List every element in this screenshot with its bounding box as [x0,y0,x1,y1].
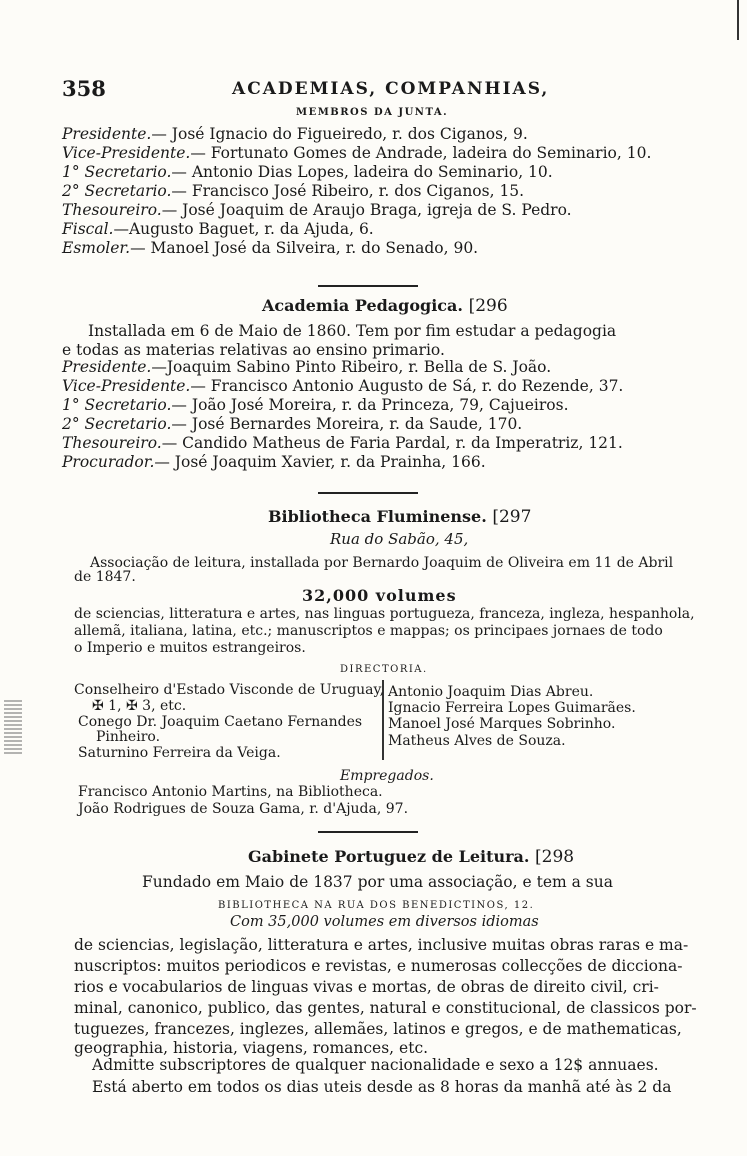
member-role: Vice-Presidente. [62,377,191,395]
directoria-left-line: Conselheiro d'Estado Visconde de Uruguay, [74,682,385,698]
page-edge-mark [737,0,739,40]
bibliotheca-address: Rua do Sabão, 45, [330,530,469,548]
member-line [62,415,522,433]
member-role: Presidente. [62,358,152,376]
directoria-right-line: Matheus Alves de Souza. [388,733,566,749]
member-role: Esmoler. [62,239,131,257]
section-divider [318,285,418,287]
member-text: — José Ignacio do Figueiredo, r. dos Ciganos, 9. [151,125,528,143]
directoria-left-line: Saturnino Ferreira da Veiga. [78,745,281,761]
gabinete-desc-line: minal, canonico, publico, das gentes, natural e constitucional, de classicos por- [74,999,697,1017]
section-divider [318,492,418,494]
member-text: — Antonio Dias Lopes, ladeira do Seminario, 10. [171,163,553,181]
gabinete-library: BIBLIOTHECA NA RUA DOS BENEDICTINOS, 12. [218,900,535,911]
gabinete-desc-line: tuguezes, francezes, inglezes, allemães, latinos e gregos, e de mathematicas, [74,1020,682,1038]
gabinete-hours: Está aberto em todos os dias uteis desde as 8 horas da manhã até às 2 da [92,1078,672,1096]
member-line [62,220,374,238]
member-line [62,358,551,376]
member-role: 2° Secretario. [62,182,172,200]
bibliotheca-volumes: 32,000 volumes [302,586,457,605]
empregado-line: Francisco Antonio Martins, na Bibliotheca. [78,784,383,800]
directoria-right-line: Antonio Joaquim Dias Abreu. [388,684,594,700]
member-line [62,453,486,471]
member-text: — Candido Matheus de Faria Pardal, r. da Imperatriz, 121. [161,434,623,452]
directoria-right-line: Manoel José Marques Sobrinho. [388,716,616,732]
pedagogica-intro-2: e todas as materias relativas ao ensino primario. [62,341,445,359]
member-line [62,163,553,181]
running-title: ACADEMIAS, COMPANHIAS, [232,79,550,99]
bibliotheca-assoc-1: Associação de leitura, installada por Bernardo Joaquim de Oliveira em 11 de Abril [90,555,674,571]
member-text: — Fortunato Gomes de Andrade, ladeira do Seminario, 10. [190,144,652,162]
gabinete-desc-line: de sciencias, legislação, litteratura e artes, inclusive muitas obras raras e ma- [74,936,689,954]
bibliotheca-title: Bibliotheca Fluminense. [297 [268,507,532,527]
bibliotheca-desc-2: allemã, italiana, latina, etc.; manuscriptos e mappas; os principaes jornaes de todo [74,623,663,639]
bibliotheca-desc-3: o Imperio e muitos estrangeiros. [74,640,306,656]
gabinete-desc-line: rios e vocabularios de linguas vivas e mortas, de obras de direito civil, cri- [74,978,659,996]
member-text: — João José Moreira, r. da Princeza, 79, Cajueiros. [171,396,569,414]
gabinete-desc-line: nuscriptos: muitos periodicos e revistas, e numerosas collecções de dicciona- [74,957,683,975]
bibliotheca-assoc-2: de 1847. [74,569,136,585]
directoria-left-line: ✠ 1, ✠ 3, etc. [92,698,187,714]
member-role: 2° Secretario. [62,415,172,433]
section-divider [318,831,418,833]
member-text: — Manoel José da Silveira, r. do Senado, 90. [130,239,479,257]
member-text: — José Joaquim de Araujo Braga, igreja de S. Pedro. [161,201,572,219]
member-role: Presidente. [62,125,152,143]
junta-heading: MEMBROS DA JUNTA. [296,107,449,118]
page-number: 358 [62,76,106,101]
pedagogica-title: Academia Pedagogica. [296 [262,296,508,316]
directoria-heading: DIRECTORIA. [340,664,428,675]
member-line [62,396,569,414]
member-text: —Augusto Baguet, r. da Ajuda, 6. [113,220,374,238]
member-line [62,144,651,162]
member-line [62,125,528,143]
empregado-line: João Rodrigues de Souza Gama, r. d'Ajuda, 97. [78,801,409,817]
gabinete-desc-line: geographia, historia, viagens, romances, etc. [74,1039,429,1057]
gabinete-volumes: Com 35,000 volumes em diversos idiomas [230,914,539,930]
gabinete-title: Gabinete Portuguez de Leitura. [298 [248,847,575,867]
member-role: Vice-Presidente. [62,144,191,162]
member-line [62,201,572,219]
member-role: Thesoureiro. [62,434,162,452]
directoria-right-line: Ignacio Ferreira Lopes Guimarães. [388,700,636,716]
member-role: Procurador. [62,453,155,471]
member-line [62,182,524,200]
member-role: Thesoureiro. [62,201,162,219]
member-text: — Francisco Antonio Augusto de Sá, r. do Rezende, 37. [190,377,624,395]
member-role: 1° Secretario. [62,396,172,414]
bibliotheca-desc-1: de sciencias, litteratura e artes, nas linguas portugueza, franceza, ingleza, hespanhola, [74,606,695,622]
member-text: — José Bernardes Moreira, r. da Saude, 170. [171,415,523,433]
gabinete-founded: Fundado em Maio de 1837 por uma associação, e tem a sua [142,873,613,891]
member-role: 1° Secretario. [62,163,172,181]
directoria-left-line: Pinheiro. [96,729,161,745]
member-text: — José Joaquim Xavier, r. da Prainha, 166. [154,453,486,471]
member-text: —Joaquim Sabino Pinto Ribeiro, r. Bella de S. João. [151,358,552,376]
pedagogica-intro-1: Installada em 6 de Maio de 1860. Tem por fim estudar a pedagogia [88,322,617,340]
member-line [62,239,478,257]
directoria-left-line: Conego Dr. Joaquim Caetano Fernandes [78,714,363,730]
member-text: — Francisco José Ribeiro, r. dos Ciganos, 15. [171,182,525,200]
member-line [62,434,623,452]
member-role: Fiscal. [62,220,114,238]
gabinete-subscribers: Admitte subscriptores de qualquer nacionalidade e sexo a 12$ annuaes. [92,1056,659,1074]
library-stamp [4,700,22,755]
member-line [62,377,623,395]
empregados-heading: Empregados. [340,768,434,784]
